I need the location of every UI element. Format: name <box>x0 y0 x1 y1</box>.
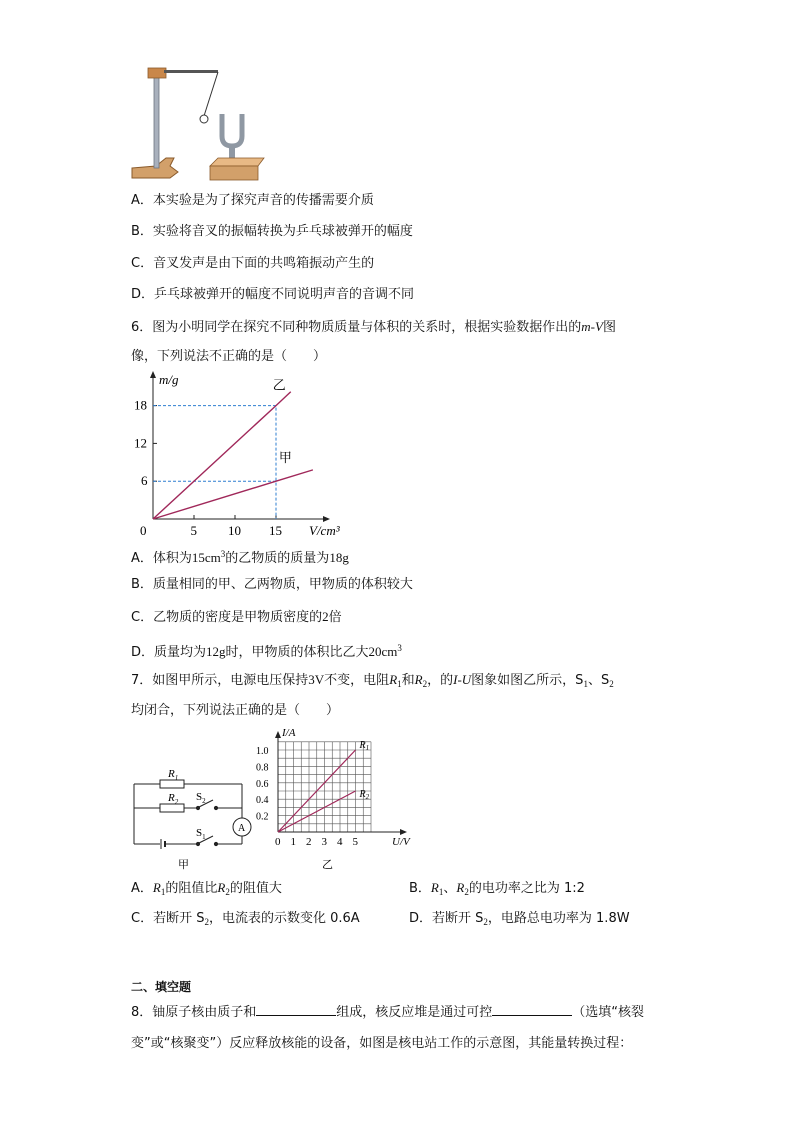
x-tick-label: 3 <box>321 836 327 848</box>
q7-iu: I-U <box>453 672 472 687</box>
string <box>204 72 218 116</box>
x-tick-label: 15 <box>269 523 282 538</box>
x-tick-label: 5 <box>190 523 197 538</box>
q7-option-b <box>409 879 585 901</box>
mv-chart <box>134 368 358 540</box>
s1-label: $S_1$ <box>196 827 206 841</box>
y-axis-arrow <box>275 731 281 738</box>
q8-post: （选填“核裂 <box>572 1005 645 1020</box>
y-tick-label: 0.8 <box>256 762 269 774</box>
y-tick-label: 0.4 <box>256 795 269 807</box>
q7-a-pre: A． <box>131 881 153 896</box>
q6-c-post: 倍 <box>328 610 342 625</box>
series-label-r2: $R_2$ <box>359 789 370 801</box>
x-tick-label: 0 <box>140 523 147 538</box>
x-axis-arrow <box>323 516 330 522</box>
series-line-yi <box>153 392 291 519</box>
q7-c-sub: 2 <box>204 917 209 927</box>
y-axis-label: m/g <box>159 372 179 387</box>
q7-r1-sub: 1 <box>397 679 402 689</box>
y-tick-label: 0.6 <box>256 778 269 790</box>
series-line-jia <box>153 470 313 519</box>
q7-stem-mid: 不变，电阻 <box>324 673 390 688</box>
q8-line2: 变”或“核聚变”）反应释放核能的设备，如图是核电站工作的示意图，其能量转换过程： <box>131 1036 633 1051</box>
x-axis-label: V/cm³ <box>309 523 340 538</box>
x-tick-label: 4 <box>337 836 343 848</box>
q7-b-pre: B． <box>409 881 431 896</box>
stand-arm <box>164 70 218 73</box>
tuning-fork-stem <box>229 144 235 158</box>
q6-option-b: B．质量相同的甲、乙两物质，甲物质的体积较大 <box>131 577 413 592</box>
q7-a-r2: R <box>217 880 226 895</box>
resonance-box-top <box>210 158 264 166</box>
q7-a-r2-sub: 2 <box>225 887 230 897</box>
s2-label: $S_2$ <box>196 791 206 805</box>
q7-option-a <box>131 879 282 901</box>
q7-r1: R <box>389 672 398 687</box>
x-tick-label: 1 <box>290 836 296 848</box>
q8-blank-1[interactable] <box>256 1003 336 1016</box>
q7-option-d <box>409 910 630 931</box>
r1-label: $R_1$ <box>168 768 179 782</box>
q5-option-c: C．音叉发声是由下面的共鸣箱振动产生的 <box>131 256 375 271</box>
section-title-fill-in: 二、填空题 <box>131 980 192 994</box>
q7-and: 和 <box>401 673 415 688</box>
y-axis-label: I/A <box>282 727 296 739</box>
q7-stem-v: 3V <box>308 672 325 687</box>
q7-a-r1: R <box>152 880 161 895</box>
resistor-r1 <box>160 780 184 788</box>
q7-stem-mid2: ，的 <box>427 673 454 688</box>
q7-s2-sub: 2 <box>609 679 614 689</box>
y-tick-label: 1.0 <box>256 746 269 757</box>
q7-a-mid: 的阻值比 <box>165 881 218 896</box>
stand-pole <box>154 74 159 168</box>
chart-caption: 乙 <box>322 858 333 871</box>
circuit-diagram <box>128 760 256 872</box>
iu-chart <box>250 722 425 872</box>
q7-s1-sub: 1 <box>583 679 588 689</box>
q7-r2-sub: 2 <box>422 679 428 689</box>
q6-a-sup: 3 <box>220 549 226 559</box>
q7-b-r1: R <box>430 880 439 895</box>
q6-option-a <box>131 545 349 568</box>
q7-b-sep: 、 <box>443 881 457 896</box>
y-tick-label: 6 <box>141 473 148 489</box>
ping-pong-ball <box>200 115 208 123</box>
q6-stem-line1 <box>131 318 616 337</box>
tuning-fork-illustration <box>126 62 266 186</box>
y-axis-arrow <box>150 371 156 378</box>
q6-c-pre: C．乙物质的密度是甲物质密度的 <box>131 610 323 625</box>
x-tick-label: 0 <box>275 836 281 848</box>
x-axis-label: U/V <box>392 836 410 848</box>
q7-b-r2: R <box>456 880 465 895</box>
series-label-jia: 甲 <box>278 450 292 466</box>
q6-option-c <box>131 608 342 627</box>
q6-stem-text: 6．图为小明同学在探究不同种物质质量与体积的关系时，根据实验数据作出的 <box>131 320 582 335</box>
q6-d-mid: 时，甲物质的体积比乙大 <box>225 645 369 660</box>
q6-d-pre: D．质量均为 <box>131 645 207 660</box>
q7-stem-line2: 均闭合，下列说法正确的是（ ） <box>131 703 340 718</box>
q6-option-d <box>131 639 402 662</box>
x-axis-arrow <box>400 829 407 835</box>
q7-b-r1-sub: 1 <box>438 887 444 897</box>
y-tick-label: 0.2 <box>256 811 269 823</box>
q6-stem-var: m-V <box>581 319 603 334</box>
resistor-r2 <box>160 804 184 812</box>
ammeter-label: A <box>238 823 246 834</box>
q7-stem-pre: 7．如图甲所示，电源电压保持 <box>131 673 309 688</box>
series-label-r1: $R_1$ <box>359 740 370 752</box>
y-tick-label: 18 <box>134 397 147 413</box>
q8-line1 <box>131 1003 644 1022</box>
q6-stem-line2: 像，下列说法不正确的是（ ） <box>131 349 327 364</box>
q7-stem-post: 图象如图乙所示，S <box>471 673 584 688</box>
q8-pre: 8．铀原子核由质子和 <box>131 1005 257 1020</box>
q7-d-pre: D．若断开 S <box>409 911 484 926</box>
q7-c-pre: C．若断开 S <box>131 911 205 926</box>
q7-a-post: 的阻值大 <box>229 881 282 896</box>
q7-d-post: ，电路总电功率为 1.8W <box>487 911 630 926</box>
q6-a-val: 18g <box>329 550 349 565</box>
r2-label: $R_2$ <box>168 792 179 806</box>
q7-option-c <box>131 910 360 931</box>
q5-option-a: A．本实验是为了探究声音的传播需要介质 <box>131 193 374 208</box>
x-tick-label: 5 <box>352 836 358 848</box>
q6-a-num: 15cm <box>191 550 221 565</box>
q6-d-sup: 3 <box>397 643 402 653</box>
q7-b-post: 的电功率之比为 1:2 <box>468 881 585 896</box>
q7-sep: 、S <box>587 673 610 688</box>
q5-option-d: D．乒乓球被弹开的幅度不同说明声音的音调不同 <box>131 287 415 302</box>
stand-clamp <box>148 68 166 78</box>
x-tick-label: 2 <box>306 836 312 848</box>
circuit-caption: 甲 <box>178 858 189 871</box>
q5-option-b: B．实验将音叉的振幅转换为乒乓球被弹开的幅度 <box>131 224 413 239</box>
q7-stem-line1 <box>131 671 614 693</box>
q7-b-r2-sub: 2 <box>464 887 469 897</box>
q6-d-val: 12g <box>206 644 226 659</box>
q7-c-post: ，电流表的示数变化 0.6A <box>208 911 360 926</box>
q6-d-num: 20cm <box>368 644 398 659</box>
q6-a-mid: 的乙物质的质量为 <box>225 551 330 566</box>
tuning-fork <box>222 114 242 146</box>
resonance-box <box>210 166 258 180</box>
q8-mid: 组成，核反应堆是通过可控 <box>336 1005 493 1020</box>
y-tick-label: 12 <box>134 435 147 451</box>
q6-stem-tail: 图 <box>602 320 616 335</box>
q7-d-sub: 2 <box>483 917 488 927</box>
q6-c-val: 2 <box>322 609 329 624</box>
q6-a-pre: A．体积为 <box>131 551 192 566</box>
series-label-yi: 乙 <box>272 378 286 394</box>
q7-a-r1-sub: 1 <box>160 887 166 897</box>
x-tick-label: 10 <box>228 523 241 538</box>
q7-r2: R <box>414 672 423 687</box>
q8-blank-2[interactable] <box>492 1003 572 1016</box>
